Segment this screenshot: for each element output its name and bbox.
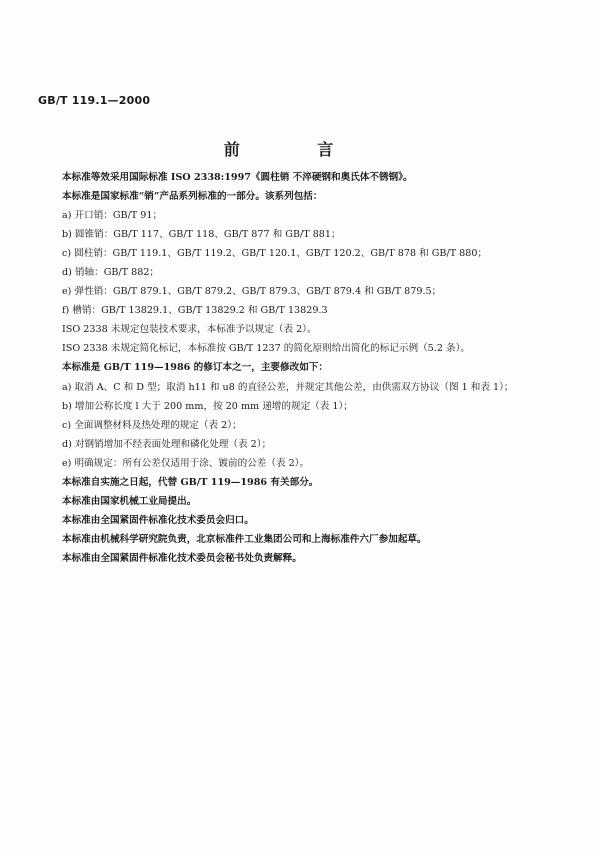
- text-line: a) 取消 A、C 和 D 型；取消 h11 和 u8 的直径公差，并规定其他公差，由供需双方协议（图 1 和表 1）；: [62, 381, 514, 393]
- standard-code: GB/T 119.1—2000: [38, 94, 151, 107]
- text-line: ISO 2338 未规定包装技术要求，本标准予以规定（表 2）。: [62, 324, 317, 336]
- text-line: 本标准是国家标准“销”产品系列标准的一部分。该系列包括：: [62, 191, 323, 203]
- text-line: c) 全面调整材料及热处理的规定（表 2）；: [62, 419, 242, 431]
- text-line: a) 开口销：GB/T 91；: [62, 210, 163, 222]
- text-line: 本标准等效采用国际标准 ISO 2338:1997《圆柱销 不淬硬钢和奥氏体不锈钢》。: [62, 172, 413, 183]
- text-line: d) 销轴：GB/T 882；: [62, 267, 160, 279]
- text-line: b) 增加公称长度 l 大于 200 mm，按 20 mm 递增的规定（表 1）；: [62, 400, 353, 412]
- text-line: e) 明确规定：所有公差仅适用于涂、镀前的公差（表 2）。: [62, 457, 310, 469]
- text-line: 本标准由全国紧固件标准化技术委员会归口。: [62, 514, 254, 526]
- text-line: 本标准由机械科学研究院负责，北京标准件工业集团公司和上海标准件六厂参加起草。: [62, 533, 427, 545]
- text-line: 本标准由国家机械工业局提出。: [62, 495, 197, 507]
- section-title: 前 言: [223, 140, 370, 159]
- text-line: 本标准由全国紧固件标准化技术委员会秘书处负责解释。: [62, 552, 302, 564]
- text-line: c) 圆柱销：GB/T 119.1、GB/T 119.2、GB/T 120.1、GB/T 120.2、GB/T 878 和 GB/T 880；: [62, 248, 488, 260]
- text-line: 本标准是 GB/T 119—1986 的修订本之一，主要修改如下：: [62, 362, 328, 374]
- text-line: e) 弹性销：GB/T 879.1、GB/T 879.2、GB/T 879.3、GB/T 879.4 和 GB/T 879.5；: [62, 286, 442, 298]
- text-line: ISO 2338 未规定简化标记，本标准按 GB/T 1237 的简化原则给出简化的标记示例（5.2 条）。: [62, 343, 470, 355]
- text-line: 本标准自实施之日起，代替 GB/T 119—1986 有关部分。: [62, 476, 319, 488]
- text-line: f) 槽销：GB/T 13829.1、GB/T 13829.2 和 GB/T 13829.3: [62, 305, 328, 317]
- text-line: b) 圆锥销：GB/T 117、GB/T 118、GB/T 877 和 GB/T 881；: [62, 229, 341, 241]
- text-line: d) 对钢销增加不经表面处理和磷化处理（表 2）；: [62, 438, 272, 450]
- foreword-body: [62, 168, 562, 568]
